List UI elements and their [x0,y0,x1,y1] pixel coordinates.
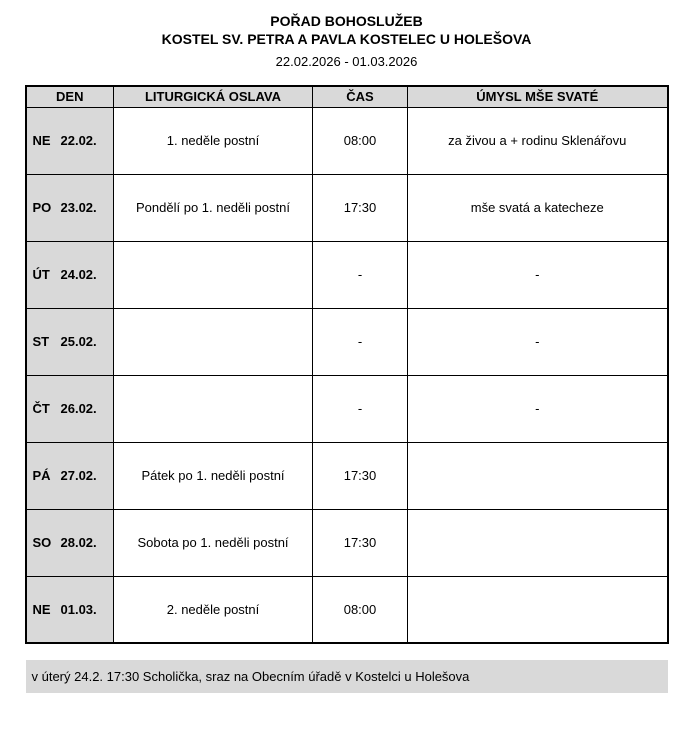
intention-cell [408,509,668,576]
column-header-den: DEN [26,86,114,107]
table-row [26,241,668,308]
liturgy-cell: Sobota po 1. neděli postní [114,509,313,576]
time-cell: 08:00 [313,107,408,174]
day-date: 01.03. [60,601,97,617]
table-row [26,576,668,643]
day-abbr: ÚT [32,267,50,282]
intention-cell: za živou a + rodinu Sklenářovu [408,107,668,174]
liturgy-cell: Pátek po 1. neděli postní [114,442,313,509]
table-row [26,375,668,442]
header-row [26,86,668,107]
day-date: 23.02. [60,200,97,215]
liturgy-cell: 2. neděle postní [114,576,313,643]
schedule-table [25,85,669,644]
day-abbr: ČT [32,401,50,416]
column-header-liturgicka-oslava: LITURGICKÁ OSLAVA [114,86,313,107]
intention-cell: - [408,241,668,308]
time-cell: 17:30 [313,442,408,509]
time-cell: - [313,375,408,442]
liturgy-cell [114,241,313,308]
day-abbr: NE [32,601,51,617]
time-cell: 17:30 [313,174,408,241]
day-date: 28.02. [60,535,97,550]
liturgy-cell [114,308,313,375]
page-subtitle: KOSTEL SV. PETRA A PAVLA KOSTELEC U HOLEŠOVA [161,31,532,47]
day-cell [26,576,114,643]
day-cell [26,375,114,442]
day-abbr: PO [32,200,52,215]
day-cell [26,509,114,576]
day-cell [26,174,114,241]
time-cell: 17:30 [313,509,408,576]
schedule-header [26,86,668,107]
table-row [26,107,668,174]
table-row [26,174,668,241]
day-cell [26,241,114,308]
page-title: POŘAD BOHOSLUŽEB [270,13,423,29]
liturgy-cell: Pondělí po 1. neděli postní [114,174,313,241]
footer-note: v úterý 24.2. 17:30 Scholička, sraz na Obecním úřadě v Kostelci u Holešova [26,660,668,693]
day-cell [26,442,114,509]
table-row [26,442,668,509]
day-abbr: PÁ [32,468,51,483]
time-cell: 08:00 [313,576,408,643]
day-abbr: NE [32,133,51,148]
intention-cell: - [408,375,668,442]
day-cell [26,308,114,375]
day-abbr: SO [32,535,52,550]
column-header-umysl-mse-svate: ÚMYSL MŠE SVATÉ [408,86,668,107]
day-cell [26,107,114,174]
table-row [26,509,668,576]
day-date: 24.02. [60,267,97,282]
intention-cell: - [408,308,668,375]
liturgy-cell [114,375,313,442]
intention-cell: mše svatá a katecheze [408,174,668,241]
day-date: 27.02. [60,468,97,483]
day-abbr: ST [32,334,50,349]
intention-cell [408,576,668,643]
day-date: 25.02. [60,334,97,349]
table-row [26,308,668,375]
time-cell: - [313,308,408,375]
day-date: 22.02. [60,133,97,148]
intention-cell [408,442,668,509]
liturgy-cell: 1. neděle postní [114,107,313,174]
time-cell: - [313,241,408,308]
day-date: 26.02. [60,401,97,416]
column-header-cas: ČAS [313,86,408,107]
schedule-body [26,107,668,643]
date-range: 22.02.2026 - 01.03.2026 [275,54,418,69]
